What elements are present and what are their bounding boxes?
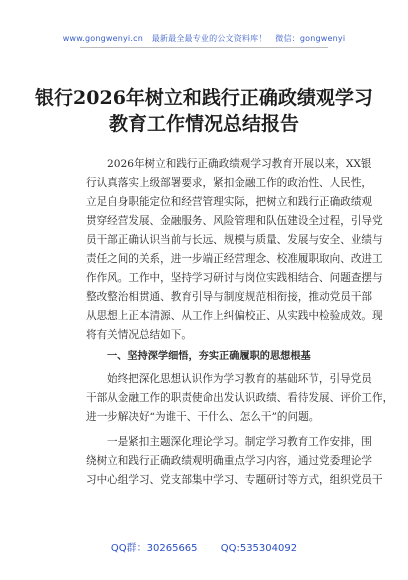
body-line: 将有关情况总结如下。 bbox=[86, 329, 192, 341]
body-line: 干部从金融工作的职责使命出发认识政绩、看待发展、评价工作， bbox=[86, 392, 394, 404]
section-heading: 一、坚持深学细悟，夯实正确履职的思想根基 bbox=[107, 351, 311, 362]
document-title-line-1: 银行2026年树立和践行正确政绩观学习 bbox=[35, 87, 373, 109]
body-line: 作作风。工作中，坚持学习研讨与岗位实践相结合、问题查摆与 bbox=[86, 272, 383, 284]
header-banner bbox=[0, 33, 408, 44]
body-line: 贯穿经营发展、金融服务、风险管理和队伍建设全过程，引导党 bbox=[86, 215, 383, 227]
document-title-line-2: 教育工作情况总结报告 bbox=[108, 113, 299, 135]
footer-qq: QQ:535304092 bbox=[220, 543, 298, 554]
body-line: 绕树立和践行正确政绩观明确重点学习内容，通过党委理论学 bbox=[86, 455, 373, 467]
body-line: 从思想上正本清源、从工作上纠偏校正、从实践中检验成效。现 bbox=[86, 310, 383, 322]
body-line: 员干部正确认识当前与长远、规模与质量、发展与安全、业绩与 bbox=[86, 234, 383, 246]
header-slogan: 最新最全最专业的公文资料库！ bbox=[151, 34, 267, 43]
footer-qq-group: QQ群：30265665 bbox=[110, 543, 198, 554]
header-divider bbox=[80, 47, 328, 48]
header-wechat: 微信：gongwenyi bbox=[275, 34, 346, 43]
body-line: 整改整治相贯通、教育引导与制度规范相衔接，推动党员干部 bbox=[86, 291, 373, 303]
body-line: 责任之间的关系，进一步端正经营理念、校准履职取向、改进工 bbox=[86, 253, 383, 265]
header-site-link[interactable]: www.gongwenyi.cn bbox=[62, 34, 143, 43]
body-line: 行认真落实上级部署要求，紧扣金融工作的政治性、人民性， bbox=[86, 177, 373, 189]
body-line: 进一步解决好“为谁干、干什么、怎么干”的问题。 bbox=[86, 411, 320, 423]
footer-contact bbox=[0, 539, 408, 554]
body-line: 2026年树立和践行正确政绩观学习教育开展以来，XX银 bbox=[107, 158, 372, 170]
body-line: 立足自身职能定位和经营管理实际，把树立和践行正确政绩观 bbox=[86, 196, 373, 208]
body-line: 一是紧扣主题深化理论学习。制定学习教育工作安排，围 bbox=[107, 436, 372, 448]
body-line: 习中心组学习、党支部集中学习、专题研讨等方式，组织党员干 bbox=[86, 474, 383, 486]
body-line: 始终把深化思想认识作为学习教育的基础环节，引导党员 bbox=[107, 373, 372, 385]
